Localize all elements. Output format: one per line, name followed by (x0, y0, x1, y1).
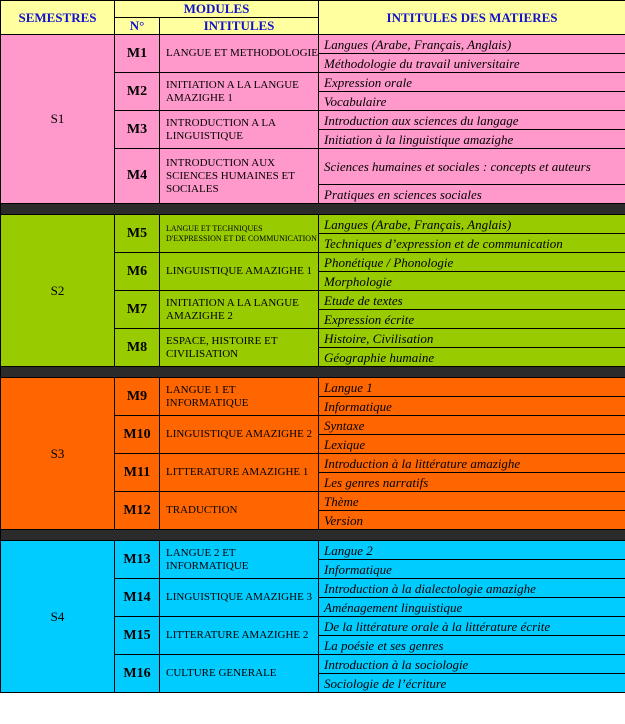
subject-cell: Morphologie (319, 272, 625, 291)
module-title: LINGUISTIQUE AMAZIGHE 2 (160, 416, 319, 454)
module-number: M10 (115, 416, 160, 454)
subject-cell: Histoire, Civilisation (319, 329, 625, 348)
module-number: M14 (115, 579, 160, 617)
module-number: M4 (115, 149, 160, 204)
subject-cell: Introduction à la dialectologie amazighe (319, 579, 625, 598)
module-number: M9 (115, 378, 160, 416)
subject-cell: Méthodologie du travail universitaire (319, 54, 625, 73)
subject-cell: Géographie humaine (319, 348, 625, 367)
header-matieres: INTITULES DES MATIERES (319, 1, 625, 35)
module-number: M5 (115, 215, 160, 253)
subject-cell: Introduction aux sciences du langage (319, 111, 625, 130)
module-number: M3 (115, 111, 160, 149)
semester-label: S1 (1, 35, 115, 204)
subject-cell: Lexique (319, 435, 625, 454)
module-title: LANGUE 2 ET INFORMATIQUE (160, 541, 319, 579)
semester-separator (1, 204, 625, 215)
module-title: LANGUE ET METHODOLOGIE (160, 35, 319, 73)
module-number: M1 (115, 35, 160, 73)
module-number: M6 (115, 253, 160, 291)
module-title: LITTERATURE AMAZIGHE 1 (160, 454, 319, 492)
subject-cell: Informatique (319, 397, 625, 416)
subject-cell: Sociologie de l’écriture (319, 674, 625, 693)
module-title: INITIATION A LA LANGUE AMAZIGHE 2 (160, 291, 319, 329)
subject-cell: Pratiques en sciences sociales (319, 185, 625, 204)
semester-separator (1, 530, 625, 541)
subject-cell: Langue 1 (319, 378, 625, 397)
subject-cell: Expression orale (319, 73, 625, 92)
subject-cell: La poésie et ses genres (319, 636, 625, 655)
subject-cell: Syntaxe (319, 416, 625, 435)
module-title: CULTURE GENERALE (160, 655, 319, 693)
module-title: LITTERATURE AMAZIGHE 2 (160, 617, 319, 655)
module-number: M13 (115, 541, 160, 579)
semester-separator (1, 367, 625, 378)
subject-cell: Version (319, 511, 625, 530)
header-num: N° (115, 18, 160, 35)
subject-cell: Introduction à la sociologie (319, 655, 625, 674)
module-number: M16 (115, 655, 160, 693)
module-number: M8 (115, 329, 160, 367)
subject-cell: Etude de textes (319, 291, 625, 310)
subject-cell: De la littérature orale à la littérature écrite (319, 617, 625, 636)
subject-cell: Langues (Arabe, Français, Anglais) (319, 215, 625, 234)
semester-label: S3 (1, 378, 115, 530)
module-number: M2 (115, 73, 160, 111)
module-title: LANGUE ET TECHNIQUES D'EXPRESSION ET DE COMMUNICATION (160, 215, 319, 253)
subject-cell: Introduction à la littérature amazighe (319, 454, 625, 473)
module-number: M7 (115, 291, 160, 329)
header-modules: MODULES (115, 1, 319, 18)
module-title: LINGUISTIQUE AMAZIGHE 1 (160, 253, 319, 291)
subject-cell: Les genres narratifs (319, 473, 625, 492)
subject-cell: Langues (Arabe, Français, Anglais) (319, 35, 625, 54)
header-semestres: SEMESTRES (1, 1, 115, 35)
subject-cell: Techniques d’expression et de communication (319, 234, 625, 253)
subject-cell: Sciences humaines et sociales : concepts et auteurs (319, 149, 625, 185)
semester-label: S4 (1, 541, 115, 693)
subject-cell: Langue 2 (319, 541, 625, 560)
header-intitules: INTITULES (160, 18, 319, 35)
module-title: INTRODUCTION AUX SCIENCES HUMAINES ET SOCIALES (160, 149, 319, 204)
subject-cell: Initiation à la linguistique amazighe (319, 130, 625, 149)
table-body (1, 35, 625, 693)
table-row (1, 215, 625, 234)
module-number: M11 (115, 454, 160, 492)
subject-cell: Thème (319, 492, 625, 511)
subject-cell: Aménagement linguistique (319, 598, 625, 617)
subject-cell: Informatique (319, 560, 625, 579)
table-row (1, 35, 625, 54)
module-title: LANGUE 1 ET INFORMATIQUE (160, 378, 319, 416)
module-title: TRADUCTION (160, 492, 319, 530)
subject-cell: Phonétique / Phonologie (319, 253, 625, 272)
module-number: M15 (115, 617, 160, 655)
subject-cell: Vocabulaire (319, 92, 625, 111)
table-row (1, 378, 625, 397)
subject-cell: Expression écrite (319, 310, 625, 329)
semester-label: S2 (1, 215, 115, 367)
module-title: INITIATION A LA LANGUE AMAZIGHE 1 (160, 73, 319, 111)
module-title: INTRODUCTION A LA LINGUISTIQUE (160, 111, 319, 149)
module-title: ESPACE, HISTOIRE ET CIVILISATION (160, 329, 319, 367)
module-title: LINGUISTIQUE AMAZIGHE 3 (160, 579, 319, 617)
module-number: M12 (115, 492, 160, 530)
table-row (1, 541, 625, 560)
